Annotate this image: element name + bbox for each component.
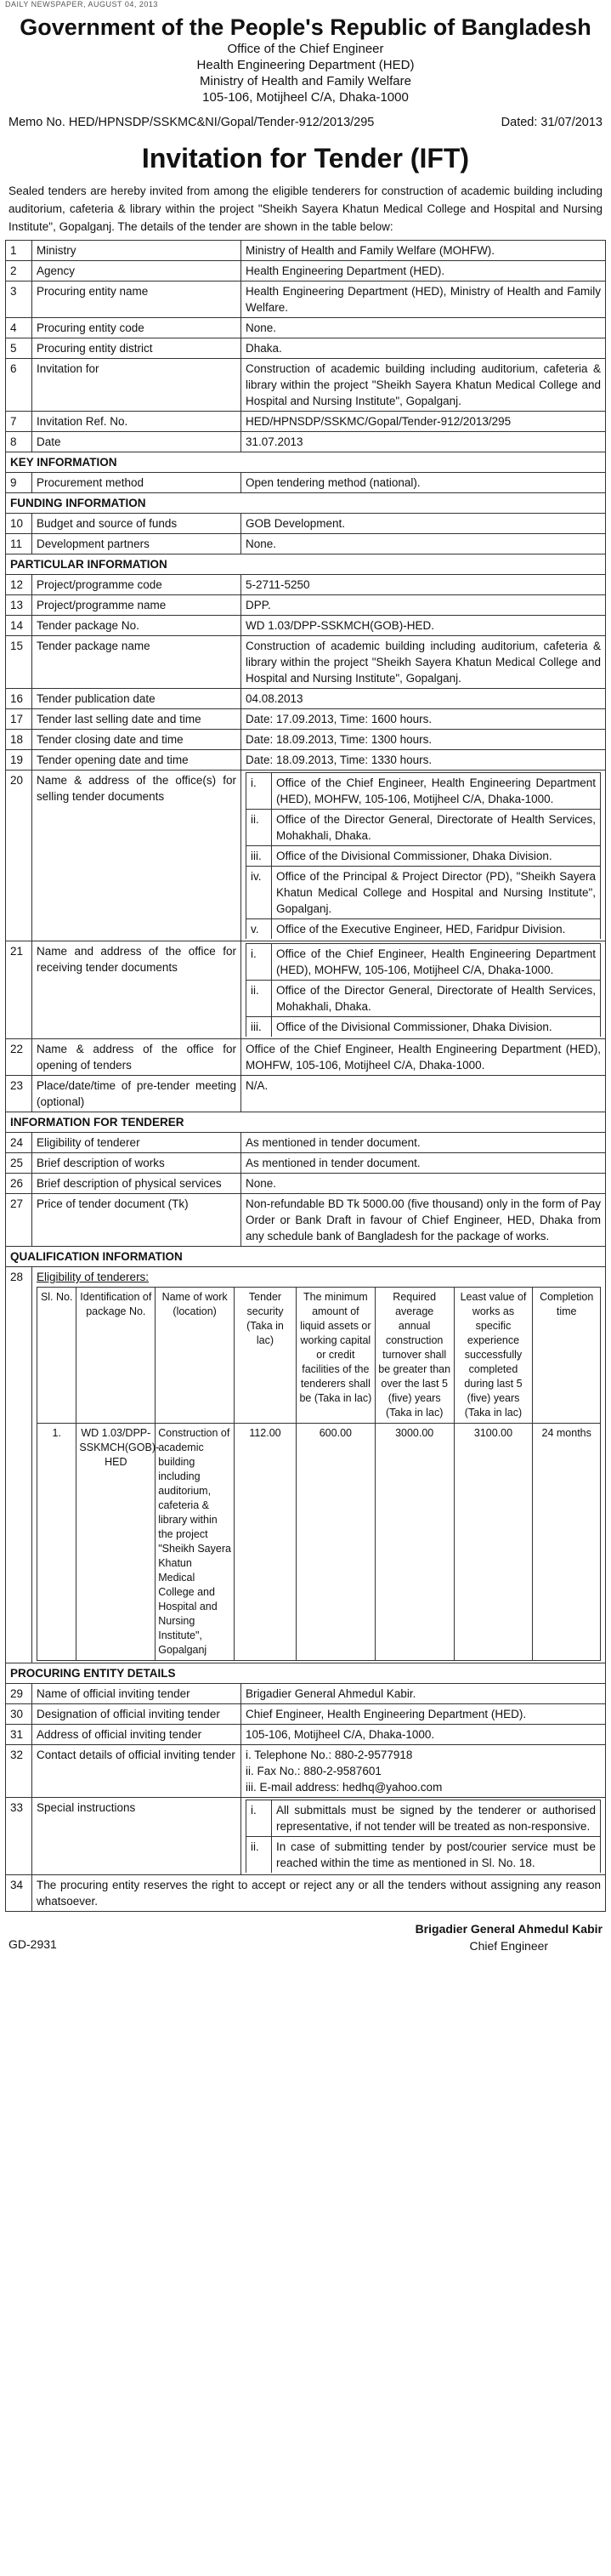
row-label: Eligibility of tenderer (32, 1133, 241, 1153)
qualification-cell-value: 112.00 (235, 1424, 297, 1661)
row-value: 31.07.2013 (241, 432, 606, 452)
qualification-cell (32, 1267, 606, 1663)
row-value: Date: 18.09.2013, Time: 1330 hours. (241, 750, 606, 771)
row-number: 14 (6, 616, 32, 636)
row-label: Name & address of the office(s) for selling tender documents (32, 771, 241, 941)
memo-number: Memo No. HED/HPNSDP/SSKMC&NI/Gopal/Tender-912/2013/295 (8, 116, 375, 129)
row-label: Contact details of official inviting tender (32, 1745, 241, 1798)
table-row (6, 359, 606, 412)
row-label: Tender package No. (32, 616, 241, 636)
qualification-header: Completion time (533, 1288, 601, 1424)
row-number: 12 (6, 575, 32, 595)
table-row (6, 514, 606, 534)
sub-list-text: All submittals must be signed by the tenderer or authorised representative, if not tender will be treated as non-responsive. (272, 1800, 601, 1837)
row-value: Date: 17.09.2013, Time: 1600 hours. (241, 709, 606, 730)
sub-list-item (246, 919, 601, 940)
table-row (6, 575, 606, 595)
section-header: INFORMATION FOR TENDERER (6, 1112, 606, 1133)
row-value: 105-106, Motijheel C/A, Dhaka-1000. (241, 1725, 606, 1745)
table-row (6, 1133, 606, 1153)
row-number: 28 (6, 1267, 32, 1663)
row-value: DPP. (241, 595, 606, 616)
sub-list-item (246, 1017, 601, 1038)
qualification-cell-value: 24 months (533, 1424, 601, 1661)
row-label: Agency (32, 261, 241, 281)
sub-list-marker: iv. (246, 867, 272, 919)
intro-paragraph: Sealed tenders are hereby invited from among the eligible tenderers for construction of academic building including auditorium, cafeteria & library within the project "Sheikh Sayera Khatun Medical College and Hospital and Nursing Institute", Gopalganj. The details of the tender are shown in the table below: (8, 185, 603, 233)
row-number: 9 (6, 473, 32, 493)
row-value: HED/HPNSDP/SSKMC/Gopal/Tender-912/2013/295 (241, 412, 606, 432)
row-number: 8 (6, 432, 32, 452)
contact-line: iii. E-mail address: hedhq@yahoo.com (246, 1781, 443, 1794)
table-row (6, 473, 606, 493)
section-header-row (6, 452, 606, 473)
qualification-cell-value: 3000.00 (375, 1424, 454, 1661)
sub-list-item (246, 810, 601, 846)
row-number: 16 (6, 689, 32, 709)
row-value-list (241, 941, 606, 1039)
qualification-row (6, 1267, 606, 1663)
sub-list-marker: iii. (246, 1017, 272, 1038)
row-value: Open tendering method (national). (241, 473, 606, 493)
section-header-row (6, 1247, 606, 1267)
row-label: Budget and source of funds (32, 514, 241, 534)
row-number: 2 (6, 261, 32, 281)
sub-list-item (246, 773, 601, 810)
qualification-table (37, 1287, 601, 1661)
qualification-header: Required average annual construction turnover shall be greater than over the last 5 (five) years (Taka in lac) (375, 1288, 454, 1424)
table-row (6, 730, 606, 750)
table-row (6, 616, 606, 636)
row-number: 34 (6, 1875, 32, 1912)
sub-list (246, 943, 601, 1037)
row-number: 10 (6, 514, 32, 534)
newspaper-top-strip: DAILY NEWSPAPER, AUGUST 04, 2013 (5, 0, 158, 9)
table-row (6, 1174, 606, 1194)
row-label: Tender last selling date and time (32, 709, 241, 730)
section-header-row (6, 1663, 606, 1684)
sub-list-marker: ii. (246, 810, 272, 846)
row-value: Construction of academic building including auditorium, cafeteria & library within the project "Sheikh Sayera Khatun Medical College and Hospital and Nursing Institute", Gopalganj. (241, 359, 606, 412)
row-number: 22 (6, 1039, 32, 1076)
row-number: 6 (6, 359, 32, 412)
section-header: FUNDING INFORMATION (6, 493, 606, 514)
table-row (6, 1684, 606, 1704)
memo-row (5, 114, 606, 131)
row-number: 15 (6, 636, 32, 689)
row-value: Office of the Chief Engineer, Health Engineering Department (HED), MOHFW, 105-106, Motijheel C/A, Dhaka-1000. (241, 1039, 606, 1076)
row-value: Date: 18.09.2013, Time: 1300 hours. (241, 730, 606, 750)
sub-list-text: Office of the Chief Engineer, Health Engineering Department (HED), MOHFW, 105-106, Motijheel C/A, Dhaka-1000. (272, 773, 601, 810)
signatory-designation: Chief Engineer (469, 1939, 549, 1953)
row-label: Special instructions (32, 1798, 241, 1875)
row-label: Tender package name (32, 636, 241, 689)
sub-list-text: Office of the Divisional Commissioner, Dhaka Division. (272, 1017, 601, 1038)
qualification-header: The minimum amount of liquid assets or working capital or credit facilities of the tenderers shall be (Taka in lac) (296, 1288, 375, 1424)
row-number: 21 (6, 941, 32, 1039)
sub-list-text: Office of the Divisional Commissioner, Dhaka Division. (272, 846, 601, 867)
row-number: 31 (6, 1725, 32, 1745)
row-value: None. (241, 1174, 606, 1194)
row-value: GOB Development. (241, 514, 606, 534)
qualification-cell-value: 3100.00 (454, 1424, 533, 1661)
table-row (6, 1798, 606, 1875)
row-number: 4 (6, 318, 32, 338)
table-row (6, 709, 606, 730)
row-value: Dhaka. (241, 338, 606, 359)
sub-list-item (246, 867, 601, 919)
reservation-clause: The procuring entity reserves the right to accept or reject any or all the tenders without assigning any reason whatsoever. (32, 1875, 606, 1912)
sub-list-marker: iii. (246, 846, 272, 867)
section-header: PARTICULAR INFORMATION (6, 554, 606, 575)
sub-list (246, 772, 601, 939)
table-row (6, 412, 606, 432)
sub-list-item (246, 944, 601, 981)
sub-list-marker: v. (246, 919, 272, 940)
qualification-title: Eligibility of tenderers: (37, 1271, 150, 1283)
row-number: 13 (6, 595, 32, 616)
qualification-cell-value: WD 1.03/DPP-SSKMCH(GOB)-HED (76, 1424, 156, 1661)
table-row (6, 1153, 606, 1174)
row-value: None. (241, 534, 606, 554)
row-label: Development partners (32, 534, 241, 554)
qualification-cell-value: 1. (37, 1424, 76, 1661)
notice-footer (5, 1920, 606, 1954)
row-value: Non-refundable BD Tk 5000.00 (five thousand) only in the form of Pay Order or Bank Draft in favour of Chief Engineer, HED, Dhaka from any schedule bank of Bangladesh for the package of works. (241, 1194, 606, 1247)
row-number: 24 (6, 1133, 32, 1153)
row-label: Designation of official inviting tender (32, 1704, 241, 1725)
sub-list-item (246, 981, 601, 1017)
row-number: 7 (6, 412, 32, 432)
row-label: Procuring entity code (32, 318, 241, 338)
row-label: Price of tender document (Tk) (32, 1194, 241, 1247)
row-label: Project/programme name (32, 595, 241, 616)
row-number: 17 (6, 709, 32, 730)
row-label: Ministry (32, 241, 241, 261)
ministry-line: Ministry of Health and Family Welfare (200, 74, 411, 88)
sub-list-marker: ii. (246, 981, 272, 1017)
section-header: KEY INFORMATION (6, 452, 606, 473)
row-number: 19 (6, 750, 32, 771)
qualification-cell-value: 600.00 (296, 1424, 375, 1661)
row-number: 32 (6, 1745, 32, 1798)
row-value: As mentioned in tender document. (241, 1133, 606, 1153)
row-value: As mentioned in tender document. (241, 1153, 606, 1174)
sub-list (246, 1800, 601, 1873)
tender-details-table (5, 240, 606, 1912)
row-value: 04.08.2013 (241, 689, 606, 709)
row-number: 33 (6, 1798, 32, 1875)
table-row (6, 432, 606, 452)
table-row (6, 318, 606, 338)
row-label: Project/programme code (32, 575, 241, 595)
sub-list-text: Office of the Chief Engineer, Health Engineering Department (HED), MOHFW, 105-106, Motijheel C/A, Dhaka-1000. (272, 944, 601, 981)
row-value-list (241, 771, 606, 941)
table-row (6, 534, 606, 554)
sub-list-text: Office of the Principal & Project Director (PD), "Sheikh Sayera Khatun Medical College and Hospital and Nursing Institute", Gopalganj. (272, 867, 601, 919)
table-row (6, 281, 606, 318)
row-label: Name and address of the office for receiving tender documents (32, 941, 241, 1039)
table-row (6, 1875, 606, 1912)
row-number: 18 (6, 730, 32, 750)
row-number: 1 (6, 241, 32, 261)
government-title: Government of the People's Republic of Bangladesh (20, 14, 591, 40)
row-label: Address of official inviting tender (32, 1725, 241, 1745)
qualification-header: Sl. No. (37, 1288, 76, 1424)
row-label: Name of official inviting tender (32, 1684, 241, 1704)
signature-block (416, 1920, 603, 1954)
table-row (6, 261, 606, 281)
gd-code: GD-2931 (8, 1937, 57, 1951)
row-label: Tender closing date and time (32, 730, 241, 750)
notice-title: Invitation for Tender (IFT) (141, 143, 470, 173)
contact-line: i. Telephone No.: 880-2-9577918 (246, 1749, 413, 1761)
row-label: Date (32, 432, 241, 452)
qualification-header: Identification of package No. (76, 1288, 156, 1424)
row-number: 23 (6, 1076, 32, 1112)
row-value: N/A. (241, 1076, 606, 1112)
sub-list-marker: ii. (246, 1837, 272, 1874)
sub-list-item (246, 846, 601, 867)
row-label: Procuring entity district (32, 338, 241, 359)
row-value: Ministry of Health and Family Welfare (MOHFW). (241, 241, 606, 261)
qualification-header: Least value of works as specific experience successfully completed during last 5 (five) years (Taka in lac) (454, 1288, 533, 1424)
sub-list-marker: i. (246, 773, 272, 810)
table-row (6, 1745, 606, 1798)
row-label: Invitation Ref. No. (32, 412, 241, 432)
qualification-header-row (37, 1288, 601, 1424)
section-header: PROCURING ENTITY DETAILS (6, 1663, 606, 1684)
row-value: Brigadier General Ahmedul Kabir. (241, 1684, 606, 1704)
table-row (6, 1039, 606, 1076)
row-label: Tender opening date and time (32, 750, 241, 771)
sub-list-text: Office of the Director General, Directorate of Health Services, Mohakhali, Dhaka. (272, 981, 601, 1017)
row-number: 26 (6, 1174, 32, 1194)
address-line: 105-106, Motijheel C/A, Dhaka-1000 (202, 90, 409, 105)
sub-list-text: In case of submitting tender by post/courier service must be reached within the time as mentioned in Sl. No. 18. (272, 1837, 601, 1874)
table-row (6, 1076, 606, 1112)
table-row (6, 1725, 606, 1745)
row-value: Chief Engineer, Health Engineering Department (HED). (241, 1704, 606, 1725)
sub-list-item (246, 1837, 601, 1874)
row-value-list (241, 1798, 606, 1875)
section-header-row (6, 1112, 606, 1133)
qualification-cell-value: Construction of academic building including auditorium, cafeteria & library within the project "Sheikh Sayera Khatun Medical College and Hospital and Nursing Institute", Gopalganj (156, 1424, 235, 1661)
sub-list-marker: i. (246, 1800, 272, 1837)
row-value: None. (241, 318, 606, 338)
row-number: 20 (6, 771, 32, 941)
row-number: 11 (6, 534, 32, 554)
row-number: 3 (6, 281, 32, 318)
sub-list-marker: i. (246, 944, 272, 981)
sub-list-text: Office of the Director General, Directorate of Health Services, Mohakhali, Dhaka. (272, 810, 601, 846)
row-label: Procuring entity name (32, 281, 241, 318)
memo-date: Dated: 31/07/2013 (501, 116, 603, 129)
qualification-header: Tender security (Taka in lac) (235, 1288, 297, 1424)
contact-details (241, 1745, 606, 1798)
row-label: Place/date/time of pre-tender meeting (optional) (32, 1076, 241, 1112)
row-label: Brief description of works (32, 1153, 241, 1174)
qualification-header: Name of work (location) (156, 1288, 235, 1424)
row-number: 29 (6, 1684, 32, 1704)
office-line: Office of the Chief Engineer (227, 42, 384, 56)
sub-list-item (246, 1800, 601, 1837)
row-value: Construction of academic building including auditorium, cafeteria & library within the project "Sheikh Sayera Khatun Medical College and Hospital and Nursing Institute", Gopalganj. (241, 636, 606, 689)
qualification-data-row (37, 1424, 601, 1661)
row-number: 30 (6, 1704, 32, 1725)
section-header-row (6, 554, 606, 575)
department-line: Health Engineering Department (HED) (196, 58, 415, 72)
row-number: 25 (6, 1153, 32, 1174)
table-row (6, 595, 606, 616)
table-row (6, 689, 606, 709)
signatory-name: Brigadier General Ahmedul Kabir (415, 1922, 603, 1936)
row-value: 5-2711-5250 (241, 575, 606, 595)
table-row (6, 241, 606, 261)
table-row (6, 1194, 606, 1247)
table-row (6, 338, 606, 359)
row-label: Brief description of physical services (32, 1174, 241, 1194)
table-row (6, 750, 606, 771)
row-number: 5 (6, 338, 32, 359)
section-header: QUALIFICATION INFORMATION (6, 1247, 606, 1267)
row-label: Name & address of the office for opening of tenders (32, 1039, 241, 1076)
row-number: 27 (6, 1194, 32, 1247)
row-label: Invitation for (32, 359, 241, 412)
table-row (6, 1704, 606, 1725)
contact-line: ii. Fax No.: 880-2-9587601 (246, 1765, 382, 1777)
row-value: Health Engineering Department (HED). (241, 261, 606, 281)
table-row (6, 771, 606, 941)
row-value: Health Engineering Department (HED), Ministry of Health and Family Welfare. (241, 281, 606, 318)
section-header-row (6, 493, 606, 514)
row-label: Tender publication date (32, 689, 241, 709)
table-row (6, 636, 606, 689)
row-value: WD 1.03/DPP-SSKMCH(GOB)-HED. (241, 616, 606, 636)
sub-list-text: Office of the Executive Engineer, HED, Faridpur Division. (272, 919, 601, 940)
table-row (6, 941, 606, 1039)
row-label: Procurement method (32, 473, 241, 493)
